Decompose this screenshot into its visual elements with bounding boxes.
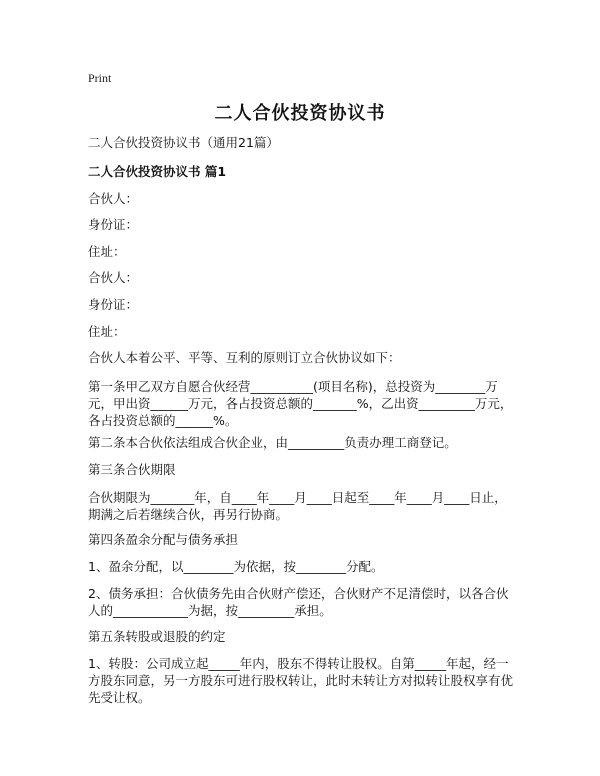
article-5-title: 第五条转股或退股的约定 (88, 629, 226, 644)
article-4-item-2: 2、债务承担：合伙债务先由合伙财产偿还，合伙财产不足清偿时，以各合伙人的____________为据，按_________承担。 (88, 586, 509, 618)
partner-2-field: 合伙人： (88, 270, 139, 285)
address-1-field: 住址： (88, 244, 126, 259)
article-4-item-1: 1、盈余分配，以________为依据，按________分配。 (88, 559, 384, 574)
article-3-title: 第三条合伙期限 (88, 462, 176, 477)
id-1-field: 身份证： (88, 217, 139, 232)
address-2-field: 住址： (88, 324, 126, 339)
article-2: 第二条本合伙依法组成合伙企业，由_________负责办理工商登记。 (88, 435, 457, 450)
article-4-title: 第四条盈余分配与债务承担 (88, 532, 239, 547)
article-5-item-1: 1、转股：公司成立起_____年内，股东不得转让股权。自第_____年起，经一方股东同意，另一方股东可进行股权转让，此时未转让方对拟转让股权享有优先受让权。 (88, 656, 514, 705)
partner-1-field: 合伙人： (88, 191, 139, 206)
intro-paragraph: 合伙人本着公平、平等、互利的原则订立合伙协议如下： (88, 350, 401, 365)
section-heading: 二人合伙投资协议书 篇1 (88, 164, 227, 179)
article-1: 第一条甲乙双方自愿合伙经营__________(项目名称)，总投资为________万元，甲出资______万元，各占投资总额的_______%，乙出资_________万元，各占投资总额的______%。 (88, 379, 513, 428)
article-3-body: 合伙期限为_______年，自____年____月____日起至____年____月____日止，期满之后若继续合伙，再另行协商。 (88, 490, 507, 522)
id-2-field: 身份证： (88, 297, 139, 312)
print-label[interactable]: Print (88, 71, 112, 85)
document-title: 二人合伙投资协议书 (214, 103, 386, 124)
document-subtitle: 二人合伙投资协议书（通用21篇） (88, 135, 279, 150)
